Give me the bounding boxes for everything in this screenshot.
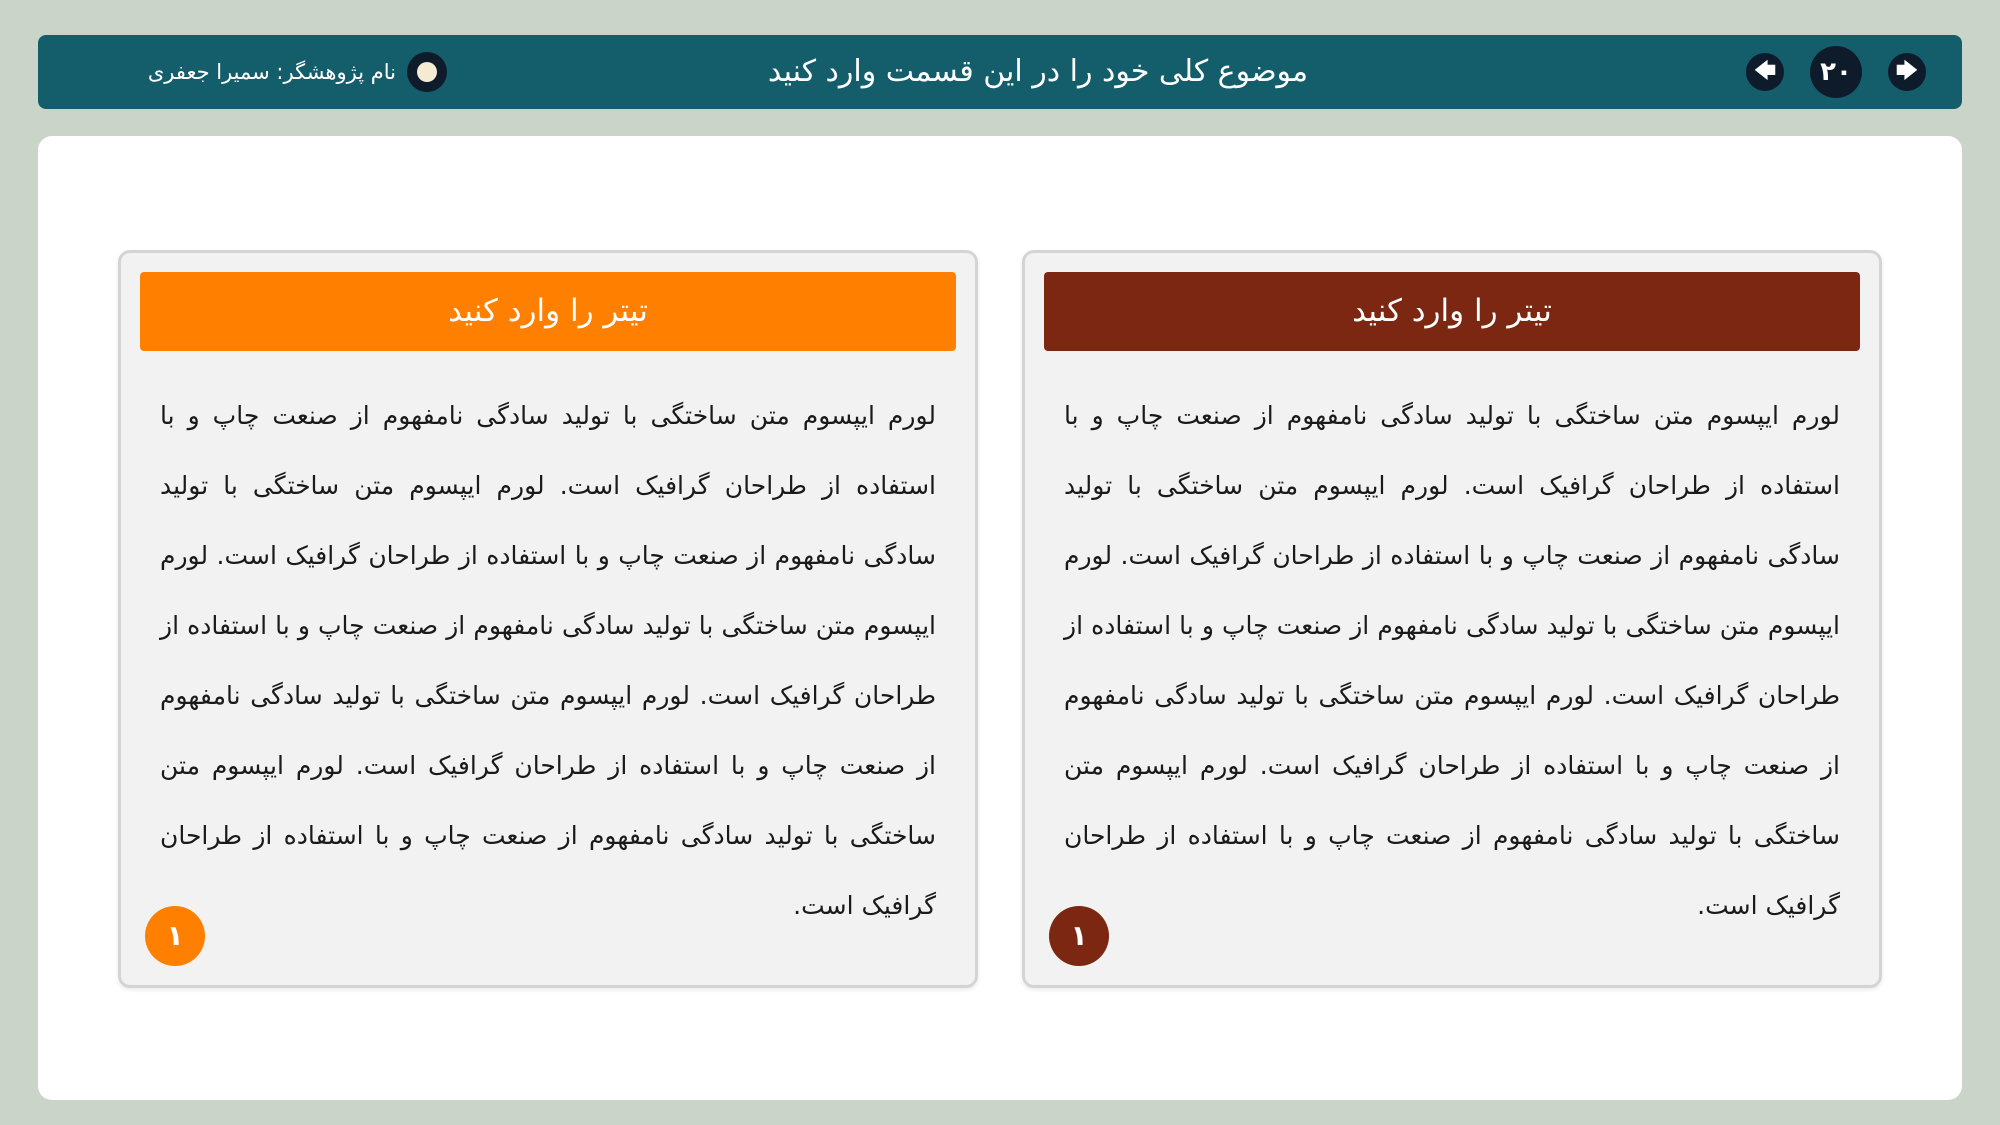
card-body: لورم ایپسوم متن ساختگی با تولید سادگی نامفهوم از صنعت چاپ و با استفاده از طراحان گرافیک است. لورم ایپسوم متن ساختگی با تولید سادگی نامفهوم از صنعت چاپ و با استفاده از طراحان گرافیک است. لورم ایپسوم متن ساختگی با تولید سادگی نامفهوم از صنعت چاپ و با استفاده از طراحان گرافیک است. لورم ایپسوم متن ساختگی با تولید سادگی نامفهوم از صنعت چاپ و با استفاده از طراحان گرافیک است. لورم ایپسوم متن ساختگی با تولید سادگی نامفهوم از صنعت چاپ و با استفاده از طراحان گرافیک است. (1064, 401, 1840, 920)
card-title: تیتر را وارد کنید (1044, 272, 1860, 351)
card-number-badge: ۱ (145, 906, 205, 966)
card-left (118, 250, 978, 988)
prev-slide-button[interactable] (1746, 53, 1784, 91)
card-body: لورم ایپسوم متن ساختگی با تولید سادگی نامفهوم از صنعت چاپ و با استفاده از طراحان گرافیک است. لورم ایپسوم متن ساختگی با تولید سادگی نامفهوم از صنعت چاپ و با استفاده از طراحان گرافیک است. لورم ایپسوم متن ساختگی با تولید سادگی نامفهوم از صنعت چاپ و با استفاده از طراحان گرافیک است. لورم ایپسوم متن ساختگی با تولید سادگی نامفهوم از صنعت چاپ و با استفاده از طراحان گرافیک است. لورم ایپسوم متن ساختگی با تولید سادگی نامفهوم از صنعت چاپ و با استفاده از طراحان گرافیک است. (160, 401, 936, 920)
page-number: ۲۰ (1810, 46, 1862, 98)
card-title: تیتر را وارد کنید (140, 272, 956, 351)
card-right (1022, 250, 1882, 988)
card-number-badge: ۱ (1049, 906, 1109, 966)
researcher-dot-icon (407, 52, 447, 92)
arrow-left-icon: 🡄 (1753, 59, 1777, 84)
slide-title: موضوع کلی خود را در این قسمت وارد کنید (767, 54, 1309, 89)
arrow-right-icon: 🡆 (1895, 59, 1919, 84)
next-slide-button[interactable] (1888, 53, 1926, 91)
top-bar (38, 35, 1962, 109)
researcher-name: نام پژوهشگر: سمیرا جعفری (147, 60, 396, 84)
